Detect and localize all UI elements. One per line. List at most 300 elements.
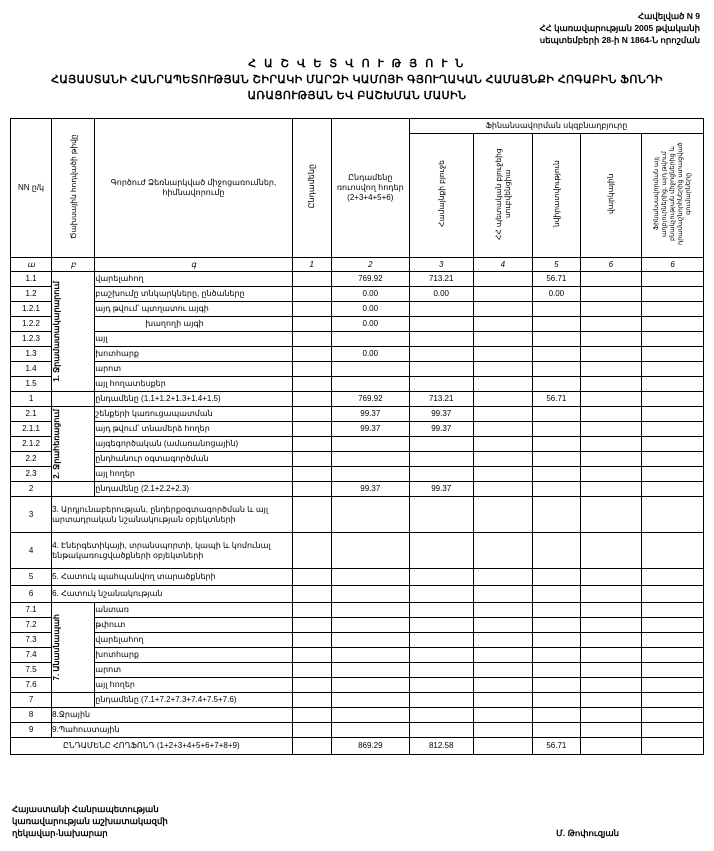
row-c5 (580, 272, 642, 287)
row-c5 (580, 467, 642, 482)
row-c3 (473, 287, 533, 302)
table-row (11, 452, 704, 467)
row-c2 (409, 663, 473, 678)
row-work: խոտհարք (95, 347, 292, 362)
row-c2: 99.37 (409, 407, 473, 422)
title-line-1: Հ Ա Շ Վ Ե Տ Վ Ո Ւ Թ Յ Ո Ւ Ն (248, 58, 466, 70)
row-c5 (580, 437, 642, 452)
row-nn: 1 (11, 392, 52, 407)
row-c4 (533, 663, 580, 678)
row-total-col (292, 497, 331, 533)
row-c3 (473, 272, 533, 287)
row-nn: 5 (11, 569, 52, 586)
row-c3 (473, 723, 533, 738)
header-total-col (292, 119, 331, 258)
row-c4 (533, 497, 580, 533)
table-row (11, 362, 704, 377)
row-requested (331, 377, 409, 392)
row-c5 (580, 533, 642, 569)
row-work: այլ հողատեսքեր (95, 377, 292, 392)
row-c5 (580, 648, 642, 663)
row-c3 (473, 317, 533, 332)
row-c3 (473, 693, 533, 708)
row-c4 (533, 362, 580, 377)
row-total-col (292, 452, 331, 467)
row-c5 (580, 603, 642, 618)
row-c4 (533, 332, 580, 347)
row-requested (331, 452, 409, 467)
row-total-col (292, 723, 331, 738)
row-c6 (642, 663, 704, 678)
table-row (11, 272, 704, 287)
row-work: այլ (95, 332, 292, 347)
row-nn: 2.1.1 (11, 422, 52, 437)
group-label-2 (52, 407, 95, 482)
row-c2 (409, 693, 473, 708)
table-row (11, 633, 704, 648)
row-c3 (473, 302, 533, 317)
report-table (10, 118, 704, 755)
row-requested: 769.92 (331, 272, 409, 287)
row-nn: 2.2 (11, 452, 52, 467)
row-c3 (473, 708, 533, 723)
row-c2 (409, 377, 473, 392)
table-row (11, 618, 704, 633)
table-row (11, 663, 704, 678)
row-c6 (642, 422, 704, 437)
row-work: 3. Արդյունաբերության, ընդերքօգտագործման և այլ արտադրական նշանակության օբյեկտների (52, 497, 293, 533)
row-c5 (580, 452, 642, 467)
row-requested (331, 618, 409, 633)
row-total-col (292, 533, 331, 569)
row-c5 (580, 633, 642, 648)
row-c6 (642, 452, 704, 467)
row-c4 (533, 407, 580, 422)
table-row (11, 422, 704, 437)
row-total-col (292, 648, 331, 663)
table-header-top-row (11, 119, 704, 134)
row-total-col (292, 332, 331, 347)
row-article (52, 693, 95, 708)
row-total-col (292, 663, 331, 678)
row-c2 (409, 708, 473, 723)
row-c4 (533, 618, 580, 633)
row-c2: 713.21 (409, 392, 473, 407)
row-work: 4. Էներգետիկայի, տրանսպորտի, կապի և կոմունալ ենթակառուցվածքների օբյեկտների (52, 533, 293, 569)
row-c6 (642, 618, 704, 633)
row-c4 (533, 317, 580, 332)
row-c5 (580, 663, 642, 678)
row-c2 (409, 678, 473, 693)
colnum-a: ա (11, 258, 52, 272)
row-c4: 0.00 (533, 287, 580, 302)
row-total-col (292, 272, 331, 287)
row-nn: 2.1.2 (11, 437, 52, 452)
row-c6 (642, 437, 704, 452)
row-c6 (642, 586, 704, 603)
row-c3 (473, 586, 533, 603)
row-total-col (292, 347, 331, 362)
colnum-2: 3 (409, 258, 473, 272)
header-source-community-label: Համայնքի բյուջե (436, 160, 446, 228)
header-source-donation (533, 134, 580, 258)
row-total-col (292, 708, 331, 723)
row-c5 (580, 332, 642, 347)
row-c4 (533, 467, 580, 482)
row-c5 (580, 287, 642, 302)
row-work: վարելահող (95, 633, 292, 648)
table-row (11, 678, 704, 693)
colnum-6: 6 (642, 258, 704, 272)
header-finance-group: Ֆինանսավորման սկզբնաղբյուրը (409, 119, 703, 134)
row-c3 (473, 618, 533, 633)
row-c6 (642, 362, 704, 377)
row-total-col (292, 302, 331, 317)
total-row-requested: 869.29 (331, 738, 409, 755)
row-c5 (580, 497, 642, 533)
row-work: ընդամենը (7.1+7.2+7.3+7.4+7.5+7.6) (95, 693, 292, 708)
row-c3 (473, 497, 533, 533)
row-c4: 56.71 (533, 392, 580, 407)
colnum-b: բ (52, 258, 95, 272)
row-c6 (642, 603, 704, 618)
header-article (52, 119, 95, 258)
table-row (11, 407, 704, 422)
row-c3 (473, 603, 533, 618)
footer-signature-name: Մ. Թոփուզյան (556, 828, 619, 838)
row-work: անտառ (95, 603, 292, 618)
row-c3 (473, 678, 533, 693)
row-nn: 1.3 (11, 347, 52, 362)
table-row (11, 467, 704, 482)
header-source-state-label: ՀՀ պետական բյուջեից սուբվենցիա (493, 148, 512, 240)
row-total-col (292, 693, 331, 708)
colnum-g: 1 (292, 258, 331, 272)
footer-line-1: Հայաստանի Հանրապետության (12, 804, 159, 814)
row-c6 (642, 392, 704, 407)
header-work-label: Գործուժ Ձեռնարկված միջոցառումներ, հիմնավորումը (110, 178, 277, 197)
row-work: թփուտ (95, 618, 292, 633)
row-work: վարելահող (95, 272, 292, 287)
total-row-label: ԸՆԴԱՄԵՆԸ ՀՈՂՖՈՆԴ (1+2+3+4+5+6+7+8+9) (11, 738, 293, 755)
row-c2 (409, 317, 473, 332)
total-row-c2: 812.58 (409, 738, 473, 755)
row-c4 (533, 347, 580, 362)
row-c6 (642, 302, 704, 317)
total-row-c5 (580, 738, 642, 755)
row-c3 (473, 362, 533, 377)
row-c3 (473, 452, 533, 467)
row-c5 (580, 569, 642, 586)
table-row (11, 723, 704, 738)
row-work: այգեգործական (ամառանոցային) (95, 437, 292, 452)
row-requested (331, 648, 409, 663)
row-article (52, 392, 95, 407)
row-c3 (473, 663, 533, 678)
row-total-col (292, 362, 331, 377)
row-c5 (580, 392, 642, 407)
row-c2 (409, 302, 473, 317)
row-nn: 7 (11, 693, 52, 708)
row-c6 (642, 648, 704, 663)
row-c5 (580, 618, 642, 633)
row-c2 (409, 332, 473, 347)
row-c3 (473, 332, 533, 347)
row-work: շենքերի կառուցապատման (95, 407, 292, 422)
row-nn: 2.3 (11, 467, 52, 482)
row-requested (331, 723, 409, 738)
row-nn: 8 (11, 708, 52, 723)
row-requested (331, 586, 409, 603)
group-label-2-text: 2. Ջրահեռացում (52, 409, 62, 479)
colnum-b2: գ (95, 258, 292, 272)
header-source-credit-label: վարկային (606, 173, 616, 215)
row-work: այդ թվում՝ տնամերձ հողեր (95, 422, 292, 437)
row-nn: 1.1 (11, 272, 52, 287)
row-requested: 99.37 (331, 482, 409, 497)
row-c3 (473, 482, 533, 497)
row-c5 (580, 708, 642, 723)
footer-line-2: կառավարության աշխատակազմի (12, 816, 168, 826)
row-total-col (292, 377, 331, 392)
row-nn: 2 (11, 482, 52, 497)
row-work: այլ հողեր (95, 467, 292, 482)
table-row (11, 317, 704, 332)
row-c6 (642, 633, 704, 648)
row-nn: 4 (11, 533, 52, 569)
row-c2 (409, 633, 473, 648)
table-row-subtotal-7 (11, 693, 704, 708)
row-c4 (533, 633, 580, 648)
header-source-donation-label: նվիրատվություն (551, 160, 561, 228)
table-row (11, 708, 704, 723)
row-requested (331, 332, 409, 347)
footer-signatory-title (12, 803, 168, 839)
row-c4 (533, 482, 580, 497)
row-nn: 3 (11, 497, 52, 533)
table-row (11, 569, 704, 586)
row-c6 (642, 407, 704, 422)
table-row (11, 332, 704, 347)
row-total-col (292, 317, 331, 332)
row-requested (331, 569, 409, 586)
row-c2: 99.37 (409, 422, 473, 437)
row-c6 (642, 467, 704, 482)
colnum-3: 4 (473, 258, 533, 272)
row-c6 (642, 287, 704, 302)
row-nn: 2.1 (11, 407, 52, 422)
row-c5 (580, 302, 642, 317)
row-total-col (292, 407, 331, 422)
total-row-c4: 56.71 (533, 738, 580, 755)
row-total-col (292, 678, 331, 693)
header-nn (11, 119, 52, 258)
row-work: բաշխումը տնկարկները, ընծաները (95, 287, 292, 302)
row-c2 (409, 533, 473, 569)
row-c3 (473, 633, 533, 648)
header-total-col-label: Ընդամենը (306, 164, 316, 209)
row-c2 (409, 648, 473, 663)
row-total-col (292, 287, 331, 302)
row-c3 (473, 347, 533, 362)
row-nn: 1.4 (11, 362, 52, 377)
row-c5 (580, 347, 642, 362)
row-requested: 0.00 (331, 347, 409, 362)
row-work: ընդհանուր օգտագործման (95, 452, 292, 467)
table-row (11, 302, 704, 317)
row-c4 (533, 533, 580, 569)
row-c4 (533, 723, 580, 738)
row-c2 (409, 347, 473, 362)
row-c4 (533, 678, 580, 693)
row-nn: 1.2.3 (11, 332, 52, 347)
row-c5 (580, 693, 642, 708)
row-total-col (292, 467, 331, 482)
table-row-subtotal-1 (11, 392, 704, 407)
row-nn: 7.1 (11, 603, 52, 618)
row-requested (331, 708, 409, 723)
table-row (11, 347, 704, 362)
row-requested (331, 678, 409, 693)
footer-line-3: ղեկավար-նախարար (12, 828, 108, 838)
row-c2 (409, 362, 473, 377)
row-c4 (533, 603, 580, 618)
row-c3 (473, 467, 533, 482)
row-c2: 713.21 (409, 272, 473, 287)
table-row (11, 603, 704, 618)
header-article-label: Ծախսային հոդվածի թիվը (68, 134, 78, 239)
row-c2 (409, 437, 473, 452)
row-c4 (533, 569, 580, 586)
row-requested (331, 663, 409, 678)
table-row (11, 497, 704, 533)
row-c2 (409, 618, 473, 633)
row-c4 (533, 648, 580, 663)
row-c3 (473, 533, 533, 569)
row-nn: 6 (11, 586, 52, 603)
row-c6 (642, 569, 704, 586)
row-total-col (292, 569, 331, 586)
row-c3 (473, 437, 533, 452)
row-work: ընդամենը (2.1+2.2+2.3) (95, 482, 292, 497)
row-c6 (642, 482, 704, 497)
row-requested (331, 693, 409, 708)
table-row-subtotal-2 (11, 482, 704, 497)
row-work: արոտ (95, 663, 292, 678)
row-requested (331, 437, 409, 452)
row-c5 (580, 422, 642, 437)
row-requested (331, 603, 409, 618)
colnum-1: 2 (331, 258, 409, 272)
row-requested (331, 497, 409, 533)
row-work: այդ թվում՝ պտղատու այգի (95, 302, 292, 317)
table-row (11, 648, 704, 663)
row-c5 (580, 723, 642, 738)
table-row (11, 377, 704, 392)
row-nn: 7.5 (11, 663, 52, 678)
row-c6 (642, 708, 704, 723)
row-work: խոտհարք (95, 648, 292, 663)
row-c5 (580, 482, 642, 497)
row-c6 (642, 332, 704, 347)
row-total-col (292, 586, 331, 603)
title-line-3: ԱՌԱՑՈՒԹՅԱՆ ԵՎ ԲԱՇԽՄԱՆ ՄԱՍԻՆ (247, 90, 467, 102)
row-total-col (292, 618, 331, 633)
header-source-other-label: Ֆինանսավորման այլ աղբյուրներից, այդ թվում բնակչության միջոցներից և դրամաշնորհներից ստացված գումարները (652, 142, 692, 246)
approval-block (540, 10, 700, 46)
group-label-7 (52, 603, 95, 693)
row-c4: 56.71 (533, 272, 580, 287)
header-requested (331, 119, 409, 258)
row-c3 (473, 377, 533, 392)
row-c6 (642, 377, 704, 392)
row-c6 (642, 497, 704, 533)
row-c2 (409, 569, 473, 586)
row-c3 (473, 407, 533, 422)
row-c2 (409, 603, 473, 618)
row-work: 5. Հատուկ պահպանվող տարածքների (52, 569, 293, 586)
row-nn: 1.2 (11, 287, 52, 302)
row-c6 (642, 272, 704, 287)
row-c4 (533, 693, 580, 708)
header-work (95, 119, 292, 258)
group-label-1-text: 1. Ջրամատակարարում (52, 281, 62, 382)
row-c5 (580, 678, 642, 693)
row-requested (331, 467, 409, 482)
row-requested (331, 362, 409, 377)
title-line-2: ՀԱՅԱՍՏԱՆԻ ՀԱՆՐԱՊԵՏՈՒԹՅԱՆ ՇԻՐԱԿԻ ՄԱՐԶԻ ԿԱՄՈՅԻ ԳՅՈՒՂԱԿԱՆ ՀԱՄԱՅՆՔԻ ՀՈԳԱԲԻՆ ՖՈՆԴԻ (51, 74, 663, 86)
row-c4 (533, 708, 580, 723)
header-source-other (642, 134, 704, 258)
row-c4 (533, 422, 580, 437)
group-label-1 (52, 272, 95, 392)
row-c6 (642, 723, 704, 738)
row-c4 (533, 452, 580, 467)
row-total-col (292, 392, 331, 407)
row-article (52, 482, 95, 497)
row-nn: 7.3 (11, 633, 52, 648)
row-nn: 7.2 (11, 618, 52, 633)
table-row (11, 533, 704, 569)
page-title (0, 56, 714, 104)
row-nn: 1.5 (11, 377, 52, 392)
row-work: արոտ (95, 362, 292, 377)
row-c2: 0.00 (409, 287, 473, 302)
colnum-5: 6 (580, 258, 642, 272)
table-row (11, 287, 704, 302)
row-c5 (580, 407, 642, 422)
table-row (11, 437, 704, 452)
row-c6 (642, 693, 704, 708)
row-nn: 1.2.2 (11, 317, 52, 332)
approval-line-1: Հավելված N 9 (638, 11, 700, 21)
header-source-community (409, 134, 473, 258)
row-c2: 99.37 (409, 482, 473, 497)
row-requested: 0.00 (331, 302, 409, 317)
row-c5 (580, 317, 642, 332)
row-total-col (292, 603, 331, 618)
approval-line-3: սեպտեմբերի 28-ի N 1864-Ն որոշման (539, 35, 700, 45)
row-c4 (533, 377, 580, 392)
row-work: 8.Ջրային (52, 708, 293, 723)
row-c3 (473, 569, 533, 586)
table-row (11, 586, 704, 603)
row-c5 (580, 586, 642, 603)
row-requested: 0.00 (331, 287, 409, 302)
row-c4 (533, 437, 580, 452)
header-source-credit (580, 134, 642, 258)
group-label-7-text: 7. Անասնապահ (52, 614, 62, 681)
